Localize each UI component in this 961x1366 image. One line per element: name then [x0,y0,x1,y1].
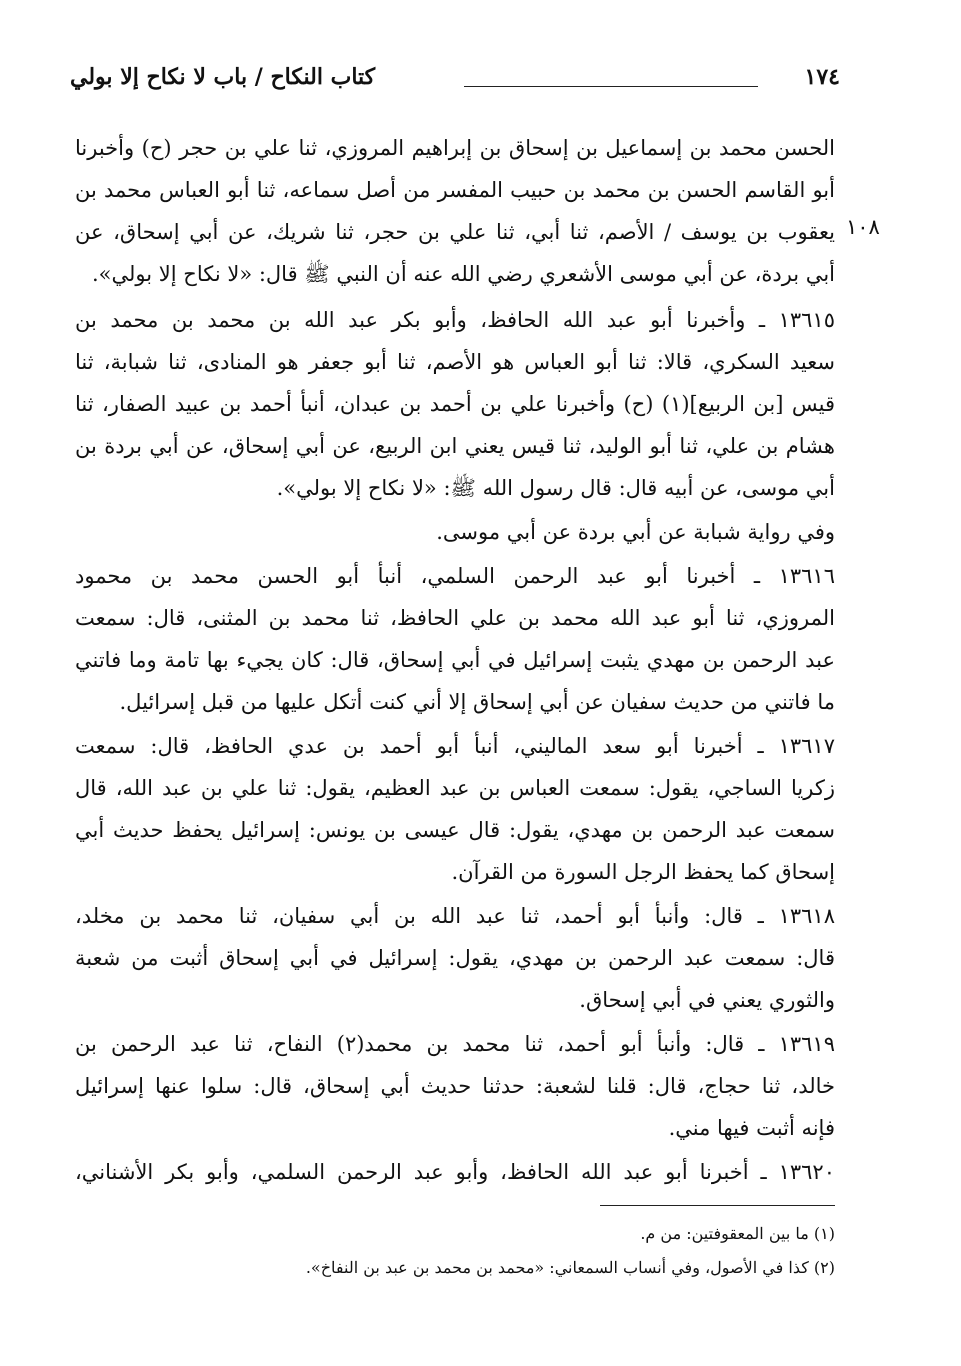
text-line: أبي بردة، عن أبي موسى الأشعري رضي الله عنه أن النبي ﷺ قال: «لا نكاح إلا بولي». [91,262,835,286]
text-line: وفي رواية شبابة عن أبي بردة عن أبي موسى. [436,520,835,544]
text-line: ١٣٦١٧ ـ أخبرنا أبو سعد الماليني، أنبأ أبو أحمد بن عدي الحافظ، قال: سمعت [75,734,835,758]
text-line: أبي موسى، عن أبيه قال: قال رسول الله ﷺ: «لا نكاح إلا بولي». [276,476,835,500]
text-line: إسحاق كما يحفظ الرجل السورة من القرآن. [451,860,835,884]
text-line: قيس [بن الربيع](١) (ح) وأخبرنا علي بن أحمد بن عبدان، أنبأ أحمد بن عبيد الصفار، ثنا [75,392,835,416]
text-line: يعقوب بن يوسف / الأصم، ثنا أبي، ثنا علي بن حجر، ثنا شريك، عن أبي إسحاق، عن [75,220,835,244]
text-line: أبو القاسم الحسن بن محمد بن حبيب المفسر من أصل سماعه، ثنا أبو العباس محمد بن [75,178,835,202]
text-line: هشام بن علي، ثنا أبو الوليد، ثنا قيس يعني ابن الربيع، عن أبي إسحاق، عن أبي بردة بن [75,434,835,458]
text-line: سعيد السكري، قالا: ثنا أبو العباس هو الأصم، ثنا أبو جعفر هو المنادى، ثنا شبابة، ثنا [75,350,835,374]
text-line: فإنه أثبت فيها مني. [668,1116,835,1140]
text-line: زكريا الساجي، يقول: سمعت العباس بن عبد العظيم، يقول: ثنا علي بن عبد الله، قال [75,776,835,800]
page-header [70,62,840,102]
text-line: والثوري يعني في أبي إسحاق. [579,988,835,1012]
running-title: كتاب النكاح / باب لا نكاح إلا بولي [70,64,376,90]
text-line: ١٣٦٢٠ ـ أخبرنا أبو عبد الله الحافظ، وأبو عبد الرحمن السلمي، وأبو بكر الأشناني، [75,1160,835,1184]
margin-volume-marker: ١٠٨ [846,215,880,239]
text-line: ما فاتني من حديث سفيان عن أبي إسحاق إلا أني كنت أتكل عليها من قبل إسرائيل. [119,690,835,714]
footnote: (٢) كذا في الأصول، وفي أنساب السمعاني: «محمد بن محمد بن عبد بن النفاخ». [305,1258,835,1277]
footnote-separator [600,1205,835,1206]
text-line: المروزي، ثنا أبو عبد الله محمد بن علي الحافظ، ثنا محمد بن المثنى، قال: سمعت [75,606,835,630]
page-number: ١٧٤ [804,64,840,90]
text-line: ١٣٦١٨ ـ قال: وأنبأ أبو أحمد، ثنا عبد الله بن أبي سفيان، ثنا محمد بن مخلد، [75,904,835,928]
text-line: ١٣٦١٩ ـ قال: وأنبأ أبو أحمد، ثنا محمد بن محمد(٢) النفاح، ثنا عبد الرحمن بن [75,1032,835,1056]
text-line: ١٣٦١٦ ـ أخبرنا أبو عبد الرحمن السلمي، أنبأ أبو الحسن محمد بن محمود [75,564,835,588]
text-line: سمعت عبد الرحمن بن مهدي، يقول: قال عيسى بن يونس: إسرائيل يحفظ حديث أبي [75,818,835,842]
text-line: ١٣٦١٥ ـ وأخبرنا أبو عبد الله الحافظ، وأبو بكر عبد الله بن محمد بن محمد بن [75,308,835,332]
text-line: الحسن محمد بن إسماعيل بن إسحاق بن إبراهيم المروزي، ثنا علي بن حجر (ح) وأخبرنا [75,136,835,160]
text-line: قال: سمعت عبد الرحمن بن مهدي، يقول: إسرائيل في أبي إسحاق أثبت من شعبة [75,946,835,970]
footnote: (١) ما بين المعقوفتين: من م. [640,1224,835,1243]
text-line: عبد الرحمن بن مهدي يثبت إسرائيل في أبي إسحاق، قال: كان يجيء بها تامة وما فاتني [75,648,835,672]
text-line: خالد، ثنا حجاج، قال: قلنا لشعبة: حدثنا حديث أبي إسحاق، قال: سلوا عنها إسرائيل [75,1074,835,1098]
header-rule [464,86,758,87]
